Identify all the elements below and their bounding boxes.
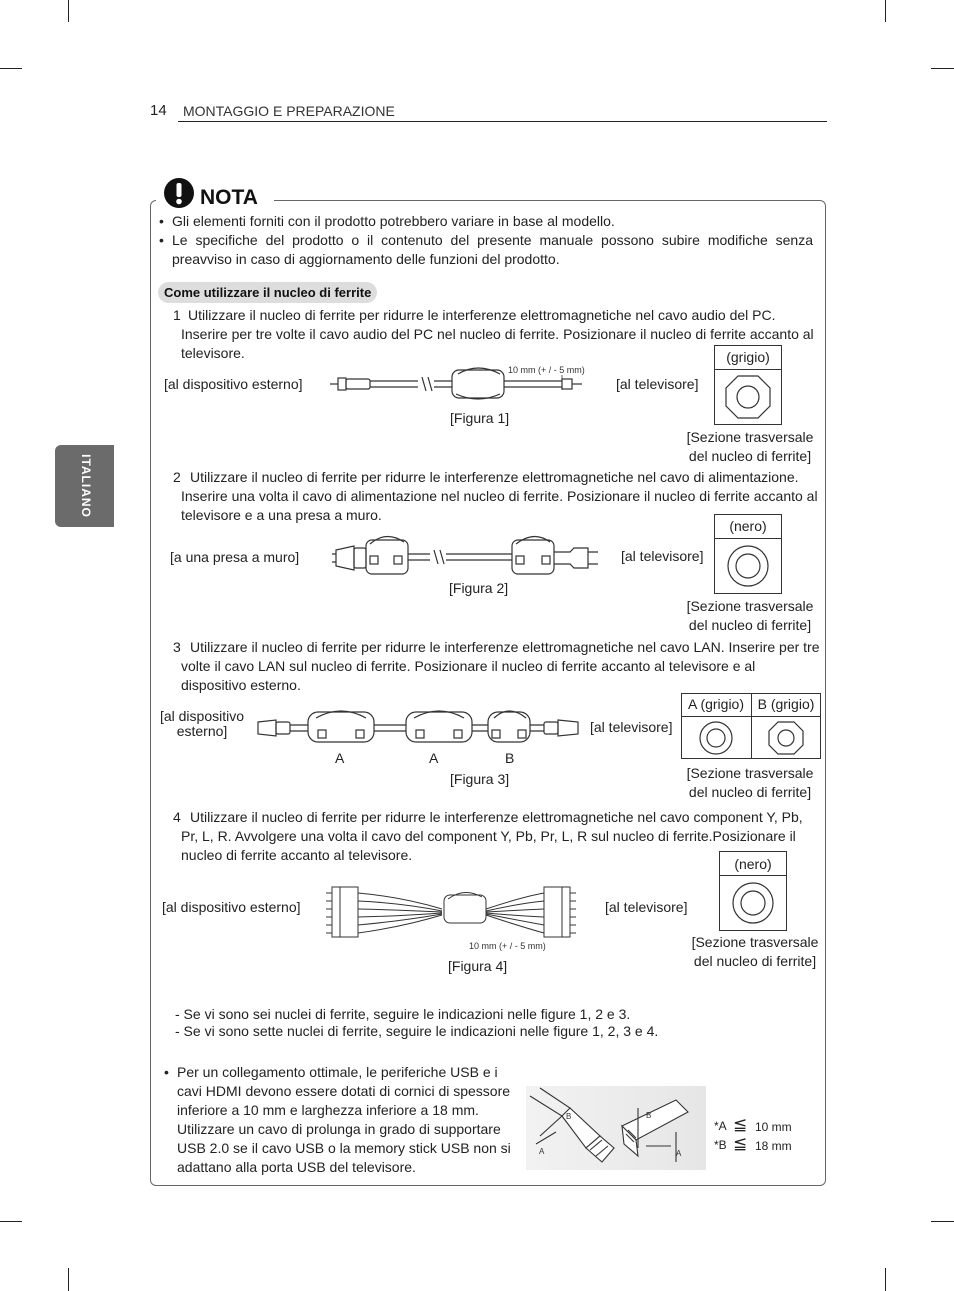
bullet-dot: •: [164, 1064, 169, 1080]
crop-mark: [68, 0, 69, 22]
bullet-text: Le specifiche del prodotto o il contenuto del presente manuale possono subire modifiche senza preavviso in caso di aggiornamento delle funzioni del prodotto.: [172, 232, 813, 267]
round-core-icon: [728, 879, 778, 927]
usb-bullet-text: Per un collegamento ottimale, le periferiche USB e i cavi HDMI devono essere dotati di cornici di spessore inferiore a 10 mm e larghezza inferiore a 18 mm. Utilizzare un cavo di prolunga in grado di supportare USB 2.0 se il cavo USB o la memory stick USB non si adattano alla porta USB del televisore.: [177, 1064, 511, 1175]
cross-section-caption: [Sezione trasversale del nucleo di ferrite]: [686, 765, 814, 800]
usb-label-b: B: [646, 1111, 652, 1120]
spec-a-symbol: ≦: [733, 1115, 748, 1134]
round-core-icon: [696, 719, 736, 757]
step-number: 4: [173, 809, 181, 825]
step-number: 2: [173, 469, 181, 485]
crop-mark: [68, 1268, 69, 1291]
fig2-caption: [Figura 2]: [449, 580, 509, 596]
spec-b-name: *B: [714, 1138, 727, 1152]
core-color-label: (nero): [734, 856, 772, 872]
fig2-right-label: [al televisore]: [621, 548, 704, 564]
step-number: 3: [173, 639, 181, 655]
octagon-core-icon: [723, 373, 773, 421]
fig1-dimension: 10 mm (+ / - 5 mm): [508, 365, 585, 375]
fig3-right-label: [al televisore]: [590, 719, 673, 735]
section-title: MONTAGGIO E PREPARAZIONE: [183, 103, 395, 119]
usb-label-a: A: [539, 1147, 545, 1156]
lan-cable-figure: [256, 706, 582, 750]
core-color-label: (grigio): [726, 349, 770, 365]
dash-note: - Se vi sono sette nuclei di ferrite, seguire le indicazioni nelle figure 1, 2, 3 e 4.: [175, 1023, 659, 1039]
bullet-dot: •: [159, 213, 164, 229]
core-color-label-a: A (grigio): [687, 696, 745, 712]
crop-mark: [931, 1221, 954, 1222]
exclamation-icon: [163, 177, 195, 209]
core-color-label: (nero): [729, 518, 767, 534]
cross-section-divider: [714, 369, 782, 370]
page-number: 14: [150, 102, 167, 119]
spec-a-value: 10 mm: [755, 1120, 792, 1134]
step-text: Utilizzare il nucleo di ferrite per ridurre le interferenze elettromagnetiche nel cavo audio del PC. Inserire per tre volte il cavo audio del PC nel nucleo di ferrite. Posizionare il nucleo di ferrite accanto al televisore.: [181, 307, 814, 361]
dash-note: - Se vi sono sei nuclei di ferrite, seguire le indicazioni nelle figure 1, 2 e 3.: [175, 1006, 631, 1022]
core-color-label-b: B (grigio): [757, 696, 815, 712]
language-tab-label: ITALIANO: [79, 454, 93, 518]
step-number: 1: [173, 307, 181, 323]
spec-b-symbol: ≦: [733, 1134, 748, 1153]
power-cable-figure: [330, 530, 605, 586]
fig3-caption: [Figura 3]: [450, 771, 510, 787]
fig3-core-label-a: A: [429, 750, 439, 766]
usb-label-a: A: [676, 1149, 682, 1158]
fig1-left-label: [al dispositivo esterno]: [164, 376, 303, 392]
octagon-core-icon: [766, 719, 806, 757]
cross-section-caption: [Sezione trasversale del nucleo di ferrite]: [686, 429, 814, 464]
cross-section-caption: [Sezione trasversale del nucleo di ferrite]: [691, 934, 819, 969]
crop-mark: [931, 68, 954, 69]
spec-b-value: 18 mm: [755, 1139, 792, 1153]
crop-mark: [885, 0, 886, 22]
fig3-core-label-a: A: [335, 750, 345, 766]
fig1-right-label: [al televisore]: [616, 376, 699, 392]
step-text: Utilizzare il nucleo di ferrite per ridurre le interferenze elettromagnetiche nel cavo component Y, Pb, Pr, L, R. Avvolgere una volta il cavo del component Y, Pb, Pr, L, R sul nucleo di ferrite.Posizionare il nucleo di ferrite accanto al televisore.: [181, 809, 803, 863]
bullet-dot: •: [159, 232, 164, 248]
fig4-dimension: 10 mm (+ / - 5 mm): [469, 941, 546, 951]
ferrite-heading: Come utilizzare il nucleo di ferrite: [158, 282, 377, 303]
fig4-caption: [Figura 4]: [448, 958, 508, 974]
spec-a-name: *A: [714, 1119, 727, 1133]
fig3-left-label: [al dispositivo esterno]: [159, 708, 245, 739]
bullet-text: Gli elementi forniti con il prodotto potrebbero variare in base al modello.: [172, 213, 615, 229]
component-cable-figure: [322, 883, 580, 941]
fig4-right-label: [al televisore]: [605, 899, 688, 915]
fig1-caption: [Figura 1]: [450, 410, 510, 426]
crop-mark: [0, 1221, 22, 1222]
cross-section-caption: [Sezione trasversale del nucleo di ferrite]: [686, 598, 814, 633]
step-text: Utilizzare il nucleo di ferrite per ridurre le interferenze elettromagnetiche nel cavo di alimentazione. Inserire una volta il cavo di alimentazione nel nucleo di ferrite. Posizionare il nucleo di ferrite accanto al televisore e a una presa a muro.: [181, 469, 818, 523]
usb-hdmi-figure: [526, 1086, 706, 1170]
step-text: Utilizzare il nucleo di ferrite per ridurre le interferenze elettromagnetiche nel cavo LAN. Inserire per tre volte il cavo LAN sul nucleo di ferrite. Posizionare il nucleo di ferrite accanto al televisore e al dispositivo esterno.: [181, 639, 820, 693]
fig4-left-label: [al dispositivo esterno]: [162, 899, 301, 915]
note-title: NOTA: [200, 186, 258, 209]
crop-mark: [885, 1268, 886, 1291]
header-rule: [178, 121, 827, 122]
cross-section-divider: [714, 538, 782, 539]
crop-mark: [0, 68, 22, 69]
fig2-left-label: [a una presa a muro]: [170, 549, 300, 565]
fig3-core-label-b: B: [505, 750, 515, 766]
round-core-icon: [723, 542, 773, 590]
cross-section-divider: [719, 875, 787, 876]
usb-label-b: B: [566, 1112, 572, 1121]
